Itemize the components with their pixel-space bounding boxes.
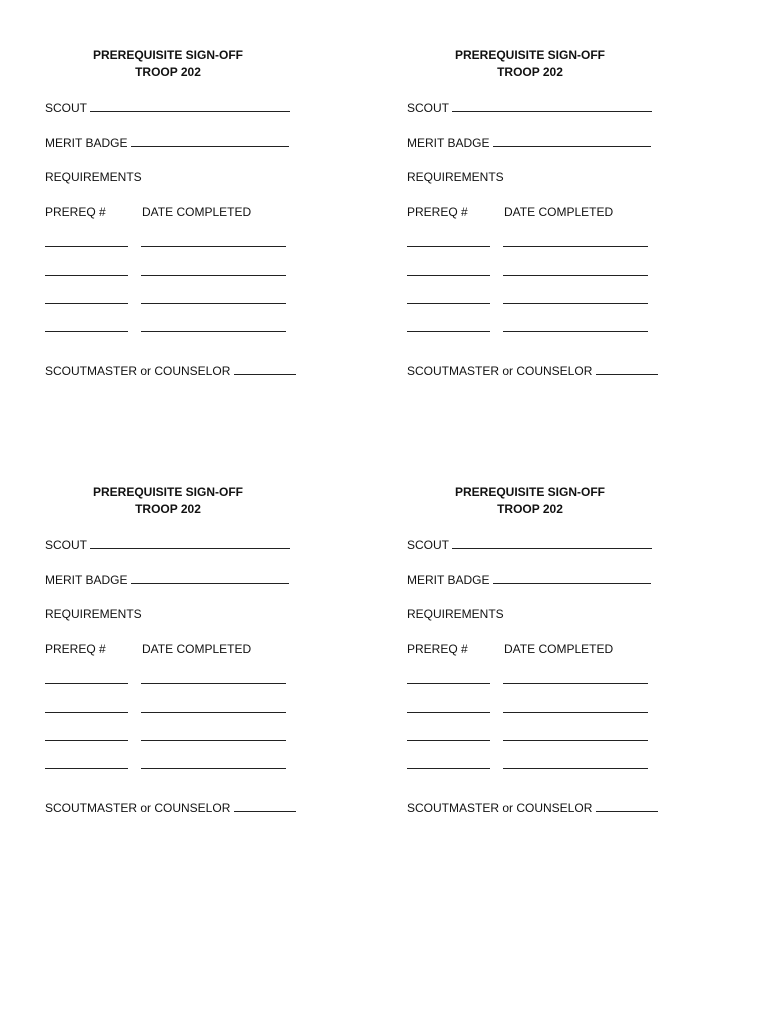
prereq-number-blank[interactable] [45,683,128,684]
date-completed-blank[interactable] [141,331,286,332]
prereq-header: PREREQ # [407,205,468,219]
prereq-number-blank[interactable] [407,712,490,713]
date-completed-header: DATE COMPLETED [504,205,614,219]
form-title: PREREQUISITE SIGN-OFF [454,48,605,62]
scout-row [45,100,290,115]
form-subtitle: TROOP 202 [135,65,201,79]
date-completed-blank[interactable] [503,768,648,769]
form-title: PREREQUISITE SIGN-OFF [92,485,243,499]
date-completed-blank[interactable] [141,740,286,741]
form-title: PREREQUISITE SIGN-OFF [454,485,605,499]
requirements-label: REQUIREMENTS [45,170,142,184]
merit-badge-label: MERIT BADGE [407,136,490,150]
signoff-row [45,800,296,815]
date-completed-header: DATE COMPLETED [142,205,252,219]
prereq-number-blank[interactable] [407,303,490,304]
merit-badge-label: MERIT BADGE [45,573,128,587]
prereq-number-blank[interactable] [407,275,490,276]
prereq-number-blank[interactable] [407,768,490,769]
prereq-number-blank[interactable] [45,303,128,304]
prereq-number-blank[interactable] [45,740,128,741]
requirements-label: REQUIREMENTS [45,607,142,621]
scout-blank[interactable] [452,100,652,112]
merit-badge-blank[interactable] [131,135,289,147]
prereq-number-blank[interactable] [45,712,128,713]
scout-row [407,537,652,552]
signoff-row [407,800,658,815]
signoff-blank[interactable] [234,363,296,375]
date-completed-blank[interactable] [141,683,286,684]
signoff-form [407,47,657,397]
signoff-label: SCOUTMASTER or COUNSELOR [45,364,231,378]
date-completed-blank[interactable] [141,712,286,713]
signoff-label: SCOUTMASTER or COUNSELOR [45,801,231,815]
date-completed-blank[interactable] [503,683,648,684]
date-completed-blank[interactable] [503,331,648,332]
merit-badge-label: MERIT BADGE [407,573,490,587]
scout-row [407,100,652,115]
signoff-blank[interactable] [596,363,658,375]
form-subtitle: TROOP 202 [135,502,201,516]
prereq-number-blank[interactable] [407,246,490,247]
date-completed-blank[interactable] [141,275,286,276]
prereq-header: PREREQ # [45,205,106,219]
scout-blank[interactable] [90,100,290,112]
merit-badge-row [407,135,651,150]
prereq-number-blank[interactable] [407,331,490,332]
prereq-header: PREREQ # [45,642,106,656]
signoff-blank[interactable] [596,800,658,812]
date-completed-header: DATE COMPLETED [142,642,252,656]
scout-label: SCOUT [45,538,87,552]
prereq-number-blank[interactable] [45,768,128,769]
scout-row [45,537,290,552]
merit-badge-blank[interactable] [131,572,289,584]
scout-label: SCOUT [45,101,87,115]
signoff-form [45,484,295,834]
prereq-number-blank[interactable] [45,275,128,276]
date-completed-blank[interactable] [141,303,286,304]
signoff-form [45,47,295,397]
signoff-row [407,363,658,378]
date-completed-blank[interactable] [503,303,648,304]
signoff-form [407,484,657,834]
scout-label: SCOUT [407,538,449,552]
requirements-label: REQUIREMENTS [407,607,504,621]
merit-badge-blank[interactable] [493,135,651,147]
scout-blank[interactable] [452,537,652,549]
requirements-label: REQUIREMENTS [407,170,504,184]
scout-blank[interactable] [90,537,290,549]
prereq-header: PREREQ # [407,642,468,656]
merit-badge-row [45,135,289,150]
form-subtitle: TROOP 202 [497,502,563,516]
prereq-number-blank[interactable] [407,740,490,741]
date-completed-blank[interactable] [141,246,286,247]
prereq-number-blank[interactable] [407,683,490,684]
prereq-number-blank[interactable] [45,246,128,247]
date-completed-blank[interactable] [503,246,648,247]
form-subtitle: TROOP 202 [497,65,563,79]
signoff-label: SCOUTMASTER or COUNSELOR [407,364,593,378]
scout-label: SCOUT [407,101,449,115]
signoff-label: SCOUTMASTER or COUNSELOR [407,801,593,815]
date-completed-blank[interactable] [503,740,648,741]
merit-badge-row [407,572,651,587]
date-completed-blank[interactable] [503,712,648,713]
form-title: PREREQUISITE SIGN-OFF [92,48,243,62]
date-completed-blank[interactable] [141,768,286,769]
merit-badge-row [45,572,289,587]
prereq-number-blank[interactable] [45,331,128,332]
signoff-blank[interactable] [234,800,296,812]
date-completed-header: DATE COMPLETED [504,642,614,656]
merit-badge-blank[interactable] [493,572,651,584]
merit-badge-label: MERIT BADGE [45,136,128,150]
date-completed-blank[interactable] [503,275,648,276]
signoff-row [45,363,296,378]
